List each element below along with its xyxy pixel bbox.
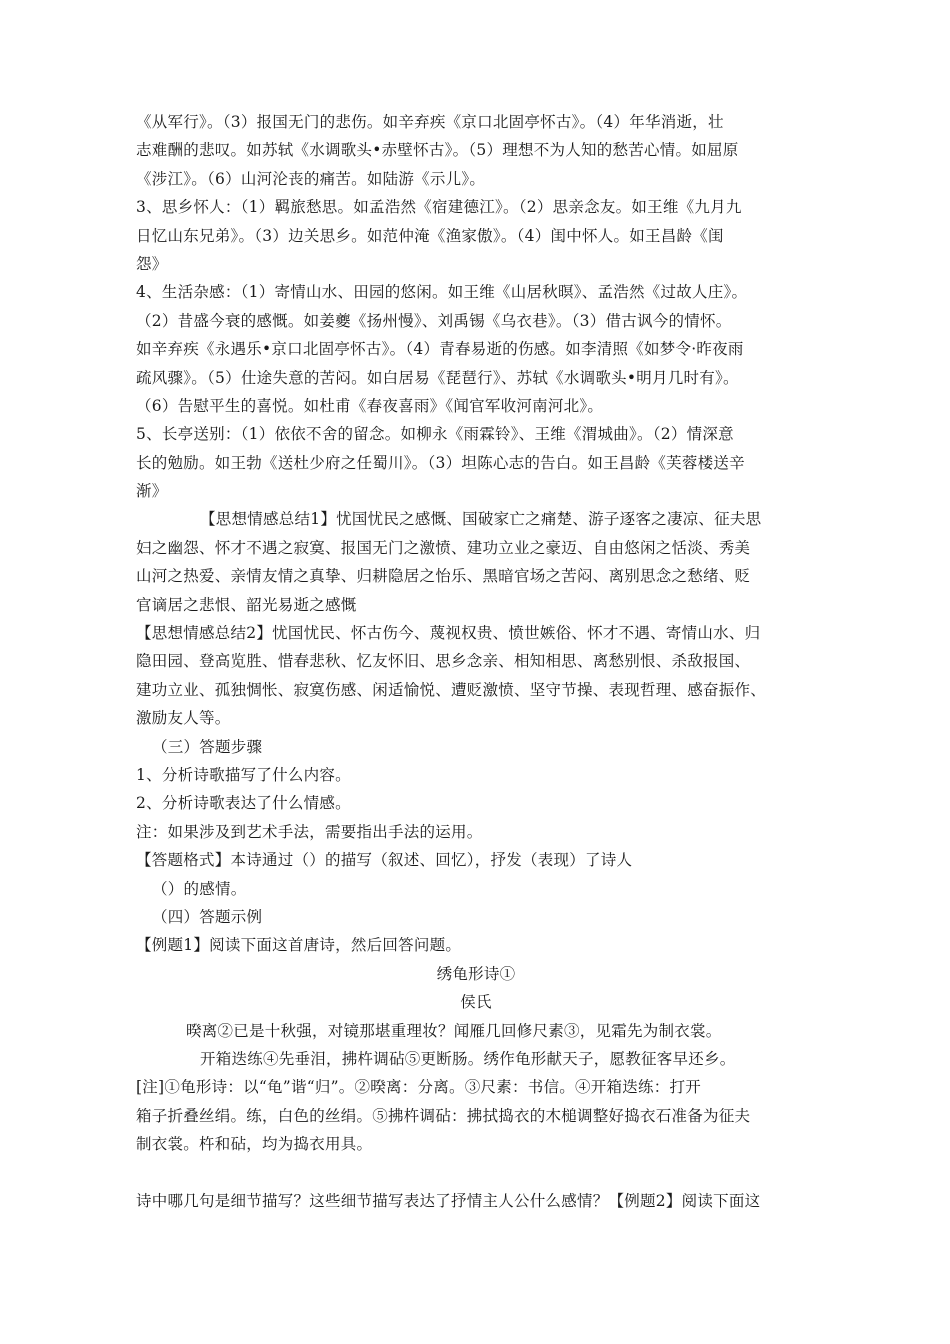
- section-heading: （四）答题示例: [152, 907, 263, 926]
- text-line: 【例题1】阅读下面这首唐诗，然后回答问题。: [136, 936, 462, 955]
- text-line: 建功立业、孤独惆怅、寂寞伤感、闲适愉悦、遭贬激愤、坚守节操、表现哲理、感奋振作、: [136, 680, 767, 699]
- text-line: 志难酬的悲叹。如苏轼《水调歌头•赤壁怀古》。（5）理想不为人知的愁苦心情。如屈原: [136, 141, 739, 160]
- note-line: 制衣裳。杵和砧，均为捣衣用具。: [136, 1135, 373, 1154]
- poem-line: 暌离②已是十秋强，对镜那堪重理妆？闻雁几回修尺素③，见霜先为制衣裳。: [186, 1021, 722, 1040]
- note-line: 箱子折叠丝绢。练，白色的丝绢。⑤拂杵调砧：拂拭捣衣的木槌调整好捣衣石准备为征夫: [136, 1106, 751, 1125]
- section-heading: （三）答题步骤: [152, 737, 263, 756]
- poem-author: 侯氏: [460, 993, 492, 1012]
- poem-title: 绣龟形诗①: [436, 964, 516, 983]
- text-line: 《涉江》。（6）山河沦丧的痛苦。如陆游《示儿》。: [136, 169, 486, 188]
- text-line: 1、分析诗歌描写了什么内容。: [136, 765, 351, 784]
- poem-line: 开箱迭练④先垂泪，拂杵调砧⑤更断肠。绣作龟形献天子，愿教征客早还乡。: [200, 1049, 736, 1068]
- text-line: 怨》: [136, 254, 168, 273]
- text-line: 山河之热爱、亲情友情之真挚、归耕隐居之怡乐、黑暗官场之苦闷、离别思念之愁绪、贬: [136, 567, 751, 586]
- text-line: （6）告慰平生的喜悦。如杜甫《春夜喜雨》《闻官军收河南河北》。: [136, 396, 604, 415]
- text-line: 4、生活杂感：（1）寄情山水、田园的悠闲。如王维《山居秋暝》、孟浩然《过故人庄》。: [136, 283, 748, 302]
- text-line: 5、长亭送别：（1）依依不舍的留念。如柳永《雨霖铃》、王维《渭城曲》。（2）情深意: [136, 425, 734, 444]
- note-line: [注]①龟形诗：以“龟”谐“归”。②暌离：分离。③尺素：书信。④开箱迭练：打开: [136, 1078, 702, 1097]
- blank-line: [136, 1158, 816, 1186]
- text-line: 《从军行》。（3）报国无门的悲伤。如辛弃疾《京口北固亭怀古》。（4）年华消逝，壮: [136, 113, 724, 131]
- text-line: 官谪居之悲恨、韶光易逝之感慨: [136, 595, 357, 614]
- text-line: 如辛弃疾《永遇乐•京口北固亭怀古》。（4）青春易逝的伤感。如李清照《如梦令·昨夜雨: [136, 340, 744, 359]
- text-line: 妇之幽怨、怀才不遇之寂寞、报国无门之激愤、建功立业之豪迈、自由悠闲之恬淡、秀美: [136, 538, 751, 557]
- text-line: 2、分析诗歌表达了什么情感。: [136, 794, 351, 813]
- text-line: （）的感情。: [152, 879, 247, 898]
- text-line: 3、思乡怀人：（1）羁旅愁思。如孟浩然《宿建德江》。（2）思亲念友。如王维《九月九: [136, 198, 742, 217]
- text-line: 渐》: [136, 482, 168, 501]
- text-line: （2）昔盛今衰的感慨。如姜夔《扬州慢》、刘禹锡《乌衣巷》。（3）借古讽今的情怀。: [136, 311, 732, 330]
- summary-1-heading-line: 【思想情感总结1】忧国忧民之感慨、国破家亡之痛楚、游子逐客之凄凉、征夫思: [200, 510, 762, 529]
- text-line: 激励友人等。: [136, 709, 231, 728]
- question-line: 诗中哪几句是细节描写？这些细节描写表达了抒情主人公什么感情？【例题2】阅读下面这: [136, 1191, 761, 1210]
- text-line: 疏风骤》。（5）仕途失意的苦闷。如白居易《琵琶行》、苏轼《水调歌头•明月几时有》。: [136, 368, 739, 387]
- text-line: 隐田园、登高览胜、惜春悲秋、忆友怀旧、思乡念亲、相知相思、离愁别恨、杀敌报国、: [136, 652, 751, 671]
- text-line: 注：如果涉及到艺术手法，需要指出手法的运用。: [136, 822, 483, 841]
- text-line: 【答题格式】本诗通过（）的描写（叙述、回忆），抒发（表现）了诗人: [136, 851, 633, 870]
- text-line: 日忆山东兄弟》。（3）边关思乡。如范仲淹《渔家傲》。（4）闺中怀人。如王昌龄《闺: [136, 226, 724, 245]
- summary-2-heading-line: 【思想情感总结2】忧国忧民、怀古伤今、蔑视权贵、愤世嫉俗、怀才不遇、寄情山水、归: [136, 624, 761, 643]
- document-page: [136, 108, 816, 1215]
- text-line: 长的勉励。如王勃《送杜少府之任蜀川》。（3）坦陈心志的告白。如王昌龄《芙蓉楼送辛: [136, 453, 745, 472]
